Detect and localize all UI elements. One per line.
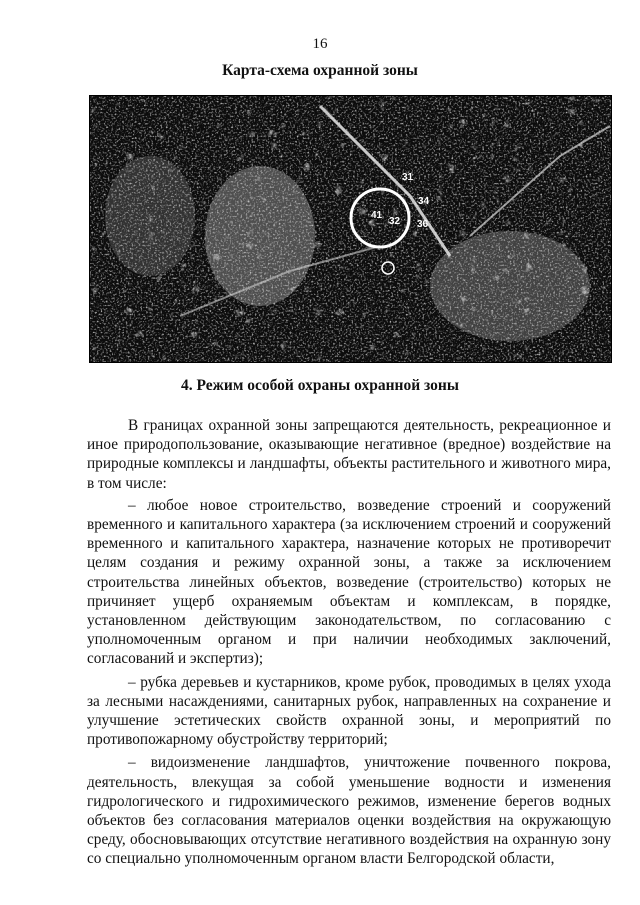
list-item: – рубка деревьев и кустарников, кроме рубок, проводимых в целях ухода за лесными насаждениями, санитарных рубок, направленных на сохранение и улучшение эстетических свойств охранной зоны, и мероприятий по противопожарному обустройству территорий; (87, 673, 611, 749)
list-item: – видоизменение ландшафтов, уничтожение почвенного покрова, деятельность, влекущая за собой уменьшение водности и изменения гидрологического и гидрохимического режимов, изменение берегов водных объектов без согласования материалов оценки воздействия на окружающую среду, обосновывающих отсутствие негативного воздействия на охранную зону со специально уполномоченным органом власти Белгородской области, (87, 754, 611, 868)
map-label: 31 (402, 172, 414, 183)
intro-paragraph: В границах охранной зоны запрещаются деятельность, рекреационное и иное природопользование, оказывающие негативное (вредное) воздействие на природные комплексы и ландшафты, объекты растительного и животного мира, в том числе: (87, 417, 611, 492)
circle-label: 41 (371, 210, 383, 221)
body-text (87, 416, 611, 873)
map-title: Карта-схема охранной зоны (222, 62, 418, 79)
page-number: 16 (312, 36, 328, 52)
aerial-map-image (90, 96, 612, 363)
map-label: 34 (418, 196, 430, 207)
protection-zone-map (89, 95, 612, 363)
circle-label: 32 (389, 216, 401, 227)
map-label: 36 (417, 219, 429, 230)
list-item: – любое новое строительство, возведение строений и сооружений временного и капитального характера (за исключением строений и сооружений временного и капитального характера, назначение которых не противоречит целям создания и режиму охранной зоны, а также за исключением строительства линейных объектов, возведение (строительство) которых не причиняет ущерб охраняемым объектам и комплексам, в порядке, установленном действующим законодательством, по согласованию с уполномоченным органом и при наличии необходимых заключений, согласований и экспертиз); (87, 496, 611, 668)
section-heading: 4. Режим особой охраны охранной зоны (181, 377, 459, 394)
